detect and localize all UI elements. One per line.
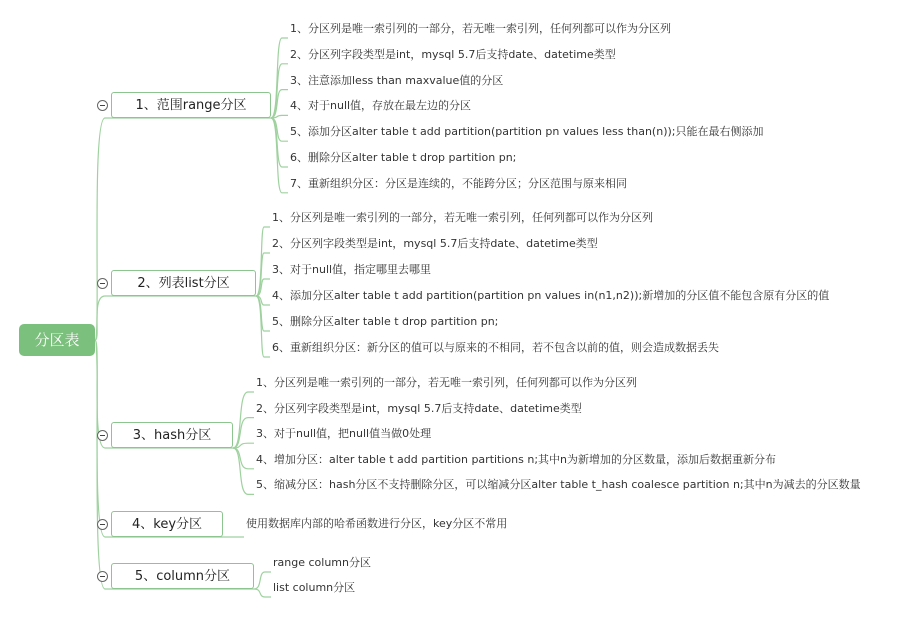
leaf-item[interactable]: 3、对于null值，指定哪里去哪里 — [272, 263, 432, 276]
collapse-toggle-icon[interactable] — [97, 278, 108, 289]
root-branch-connector — [95, 340, 254, 589]
branch-leaf-connector — [271, 38, 288, 118]
leaf-item[interactable]: 6、删除分区alter table t drop partition pn; — [290, 151, 517, 164]
leaf-item[interactable]: 7、重新组织分区：分区是连续的，不能跨分区；分区范围与原来相同 — [290, 176, 627, 190]
leaf-item[interactable]: 2、分区列字段类型是int，mysql 5.7后支持date、datetime类型 — [290, 47, 616, 61]
leaf-item[interactable]: 3、注意添加less than maxvalue值的分区 — [290, 73, 504, 87]
leaf-item[interactable]: 4、对于null值，存放在最左边的分区 — [290, 99, 472, 113]
leaf-item[interactable]: range column分区 — [273, 556, 371, 569]
root-branch-connector — [95, 296, 256, 340]
branch-node[interactable]: 4、key分区 — [111, 511, 223, 537]
leaf-item[interactable]: 1、分区列是唯一索引列的一部分，若无唯一索引列，任何列都可以作为分区列 — [272, 211, 653, 224]
leaf-item[interactable]: 5、缩减分区：hash分区不支持删除分区，可以缩减分区alter table t_hash coalesce partition n;其中n为减去的分区数量 — [256, 478, 861, 492]
branch-leaf-connector — [233, 448, 254, 494]
root-branch-connector — [95, 118, 271, 340]
root-node[interactable]: 分区表 — [19, 324, 95, 356]
branch-leaf-connector — [271, 118, 288, 193]
branch-leaf-connector — [256, 296, 270, 331]
collapse-toggle-icon[interactable] — [97, 571, 108, 582]
leaf-item[interactable]: 6、重新组织分区：新分区的值可以与原来的不相同，若不包含以前的值，则会造成数据丢失 — [272, 341, 719, 354]
leaf-item[interactable]: 使用数据库内部的哈希函数进行分区，key分区不常用 — [246, 517, 508, 530]
collapse-toggle-icon[interactable] — [97, 519, 108, 530]
collapse-toggle-icon[interactable] — [97, 430, 108, 441]
leaf-item[interactable]: 5、删除分区alter table t drop partition pn; — [272, 315, 499, 328]
collapse-toggle-icon[interactable] — [97, 100, 108, 111]
leaf-item[interactable]: 1、分区列是唯一索引列的一部分，若无唯一索引列，任何列都可以作为分区列 — [290, 22, 671, 35]
branch-node[interactable]: 1、范围range分区 — [111, 92, 271, 118]
branch-leaf-connector — [271, 118, 288, 167]
branch-node[interactable]: 3、hash分区 — [111, 422, 233, 448]
leaf-item[interactable]: 2、分区列字段类型是int，mysql 5.7后支持date、datetime类型 — [256, 401, 582, 415]
branch-leaf-connector — [256, 253, 270, 296]
branch-node[interactable]: 2、列表list分区 — [111, 270, 256, 296]
branch-leaf-connector — [254, 589, 271, 597]
leaf-item[interactable]: 5、添加分区alter table t add partition(partition pn values less than(n));只能在最右侧添加 — [290, 125, 764, 139]
branch-node[interactable]: 5、column分区 — [111, 563, 254, 589]
branch-leaf-connector — [254, 572, 271, 589]
leaf-item[interactable]: 3、对于null值，把null值当做0处理 — [256, 427, 432, 441]
leaf-item[interactable]: list column分区 — [273, 581, 356, 594]
leaf-item[interactable]: 1、分区列是唯一索引列的一部分，若无唯一索引列，任何列都可以作为分区列 — [256, 376, 637, 389]
leaf-item[interactable]: 4、增加分区：alter table t add partition partitions n;其中n为新增加的分区数量，添加后数据重新分布 — [256, 452, 777, 466]
branch-leaf-connector — [256, 227, 270, 296]
leaf-item[interactable]: 2、分区列字段类型是int，mysql 5.7后支持date、datetime类型 — [272, 237, 598, 250]
leaf-item[interactable]: 4、添加分区alter table t add partition(partition pn values in(n1,n2));新增加的分区值不能包含原有分区的值 — [272, 289, 830, 302]
